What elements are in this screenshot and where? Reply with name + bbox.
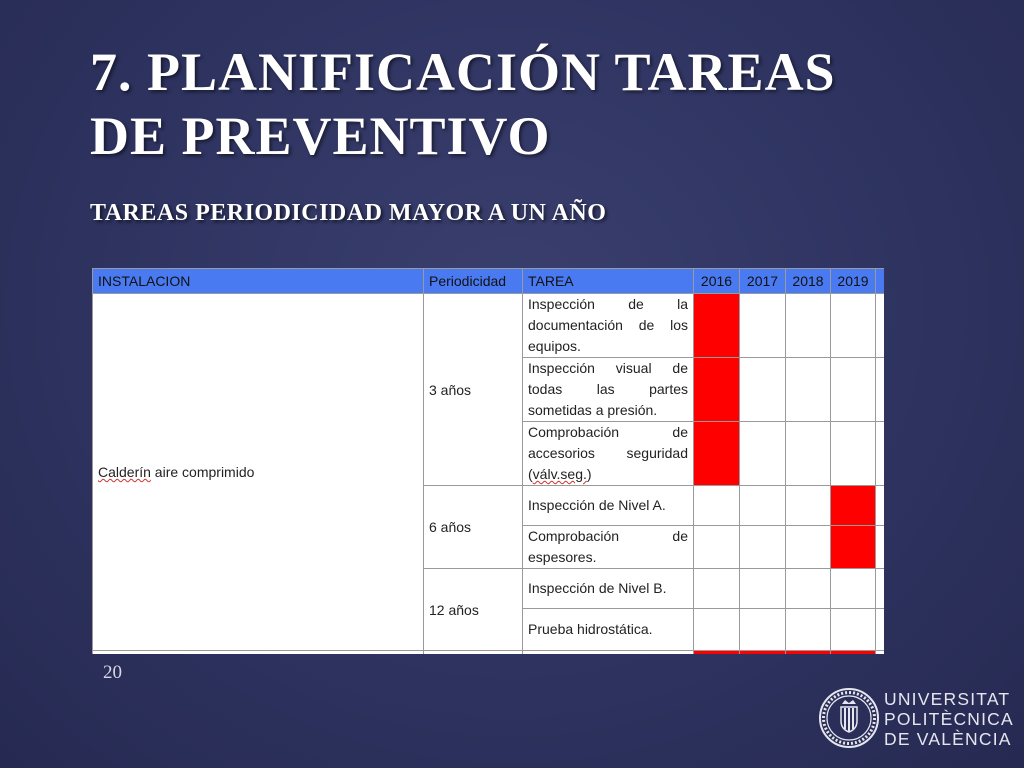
header-year-2016: 2016 <box>694 269 740 294</box>
upv-seal-icon <box>818 687 880 749</box>
year-cell <box>786 486 831 526</box>
task-cell: Inspección de Nivel B. <box>523 569 694 609</box>
task-text: Comprobación de accesorios seguridad ( <box>528 424 688 482</box>
year-cell <box>786 358 831 422</box>
year-cell <box>694 422 740 486</box>
slide-title <box>90 40 970 168</box>
year-cell <box>694 294 740 358</box>
slide-subtitle: TAREAS PERIODICIDAD MAYOR A UN AÑO <box>90 200 607 226</box>
periodicity-cell: 6 años <box>424 486 523 569</box>
year-cell <box>831 609 876 651</box>
header-periodicidad: Periodicidad <box>424 269 523 294</box>
task-cell <box>523 422 694 486</box>
header-year-overflow <box>876 269 885 294</box>
year-cell-overflow <box>876 609 885 651</box>
upv-wordmark <box>884 689 1014 749</box>
year-cell <box>831 294 876 358</box>
installation-name-rest: aire comprimido <box>150 464 255 480</box>
task-cell: Comprobación de espesores. <box>523 526 694 569</box>
header-year-2018: 2018 <box>786 269 831 294</box>
maintenance-plan-table <box>92 268 884 654</box>
year-cell <box>694 486 740 526</box>
year-cell-overflow <box>876 486 885 526</box>
periodicity-cell: 3 años <box>424 294 523 486</box>
logo-line-1: UNIVERSITAT <box>884 689 1011 709</box>
task-cell: Prueba hidrostática. <box>523 609 694 651</box>
year-cell <box>831 422 876 486</box>
year-cell <box>740 486 786 526</box>
year-cell-overflow <box>876 422 885 486</box>
year-cell <box>786 609 831 651</box>
year-cell <box>740 569 786 609</box>
periodicity-cell: 12 años <box>424 569 523 651</box>
table-row <box>93 294 885 358</box>
installation-name-underlined: Calderín <box>98 464 151 480</box>
year-cell-overflow <box>876 526 885 569</box>
task-text-end: ) <box>586 466 592 482</box>
table-header-row <box>93 269 885 294</box>
maintenance-table-image <box>92 268 884 654</box>
header-year-2019: 2019 <box>831 269 876 294</box>
year-cell <box>740 358 786 422</box>
year-cell-overflow <box>876 569 885 609</box>
year-cell <box>831 526 876 569</box>
year-cell <box>831 569 876 609</box>
year-cell <box>694 358 740 422</box>
installation-cell <box>93 294 424 651</box>
header-instalacion: INSTALACION <box>93 269 424 294</box>
slide-title-line-2: DE PREVENTIVO <box>90 106 551 166</box>
year-cell <box>786 526 831 569</box>
page-number: 20 <box>103 662 122 683</box>
task-text-underlined: válv.seg. <box>532 466 587 482</box>
year-cell <box>694 526 740 569</box>
header-year-2017: 2017 <box>740 269 786 294</box>
task-cell: Inspección de Nivel A. <box>523 486 694 526</box>
year-cell <box>740 526 786 569</box>
year-cell <box>786 569 831 609</box>
logo-line-3: DE VALÈNCIA <box>884 729 1012 749</box>
year-cell <box>831 486 876 526</box>
year-cell <box>786 422 831 486</box>
table-row-cut-off <box>93 651 885 655</box>
year-cell <box>831 358 876 422</box>
year-cell-overflow <box>876 358 885 422</box>
task-cell: Inspección de la documentación de los equipos. <box>523 294 694 358</box>
year-cell-overflow <box>876 294 885 358</box>
year-cell <box>740 609 786 651</box>
upv-logo <box>818 687 1014 749</box>
task-cell: Inspección visual de todas las partes sometidas a presión. <box>523 358 694 422</box>
year-cell <box>694 569 740 609</box>
year-cell <box>694 609 740 651</box>
logo-line-2: POLITÈCNICA <box>884 709 1014 729</box>
slide-title-line-1: 7. PLANIFICACIÓN TAREAS <box>90 42 836 102</box>
header-tarea: TAREA <box>523 269 694 294</box>
year-cell <box>740 422 786 486</box>
year-cell <box>740 294 786 358</box>
year-cell <box>786 294 831 358</box>
